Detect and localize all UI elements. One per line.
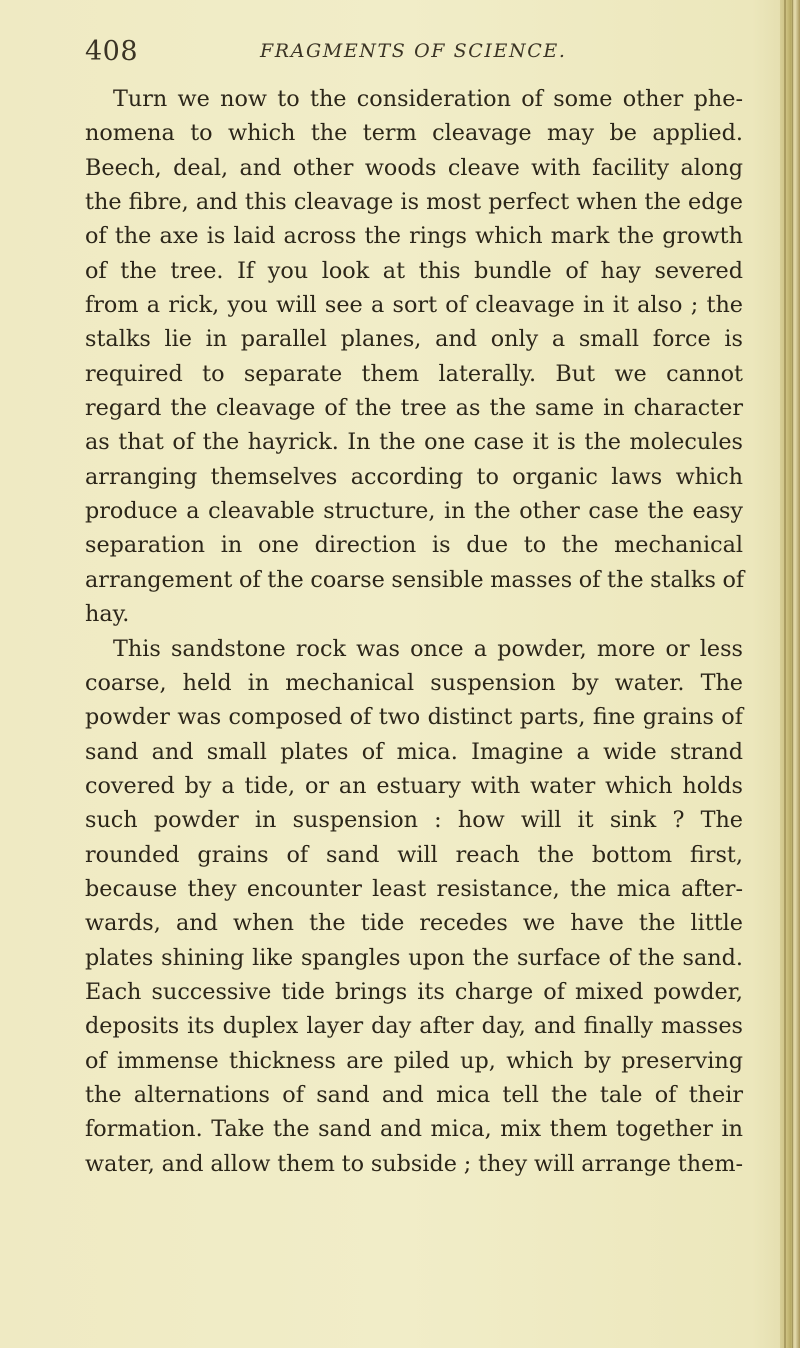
text-line: because they encounter least resistance, the mica after- <box>85 875 743 902</box>
text-line: of immense thickness are piled up, which by preserving <box>85 1047 743 1074</box>
text-line: Beech, deal, and other woods cleave with facility along <box>85 154 743 181</box>
text-line: deposits its duplex layer day after day, and finally masses <box>85 1013 743 1040</box>
text-line: rounded grains of sand will reach the bottom first, <box>85 841 743 868</box>
text-line: separation in one direction is due to the mechanical <box>85 532 743 559</box>
text-line: of the axe is laid across the rings which mark the growth <box>85 223 743 250</box>
text-line: of the tree. If you look at this bundle of hay severed <box>85 257 743 284</box>
text-line: such powder in suspension : how will it sink ? The <box>85 807 743 834</box>
text-line: regard the cleavage of the tree as the same in character <box>85 395 743 422</box>
text-line: hay. <box>85 601 130 628</box>
text-line: covered by a tide, or an estuary with water which holds <box>85 772 743 799</box>
body-text <box>85 82 743 1181</box>
text-line: arrangement of the coarse sensible masses of the stalks of <box>85 566 745 593</box>
text-line: plates shining like spangles upon the surface of the sand. <box>85 944 743 971</box>
text-line: arranging themselves according to organic laws which <box>85 463 743 490</box>
text-line: as that of the hayrick. In the one case it is the molecules <box>85 429 743 456</box>
text-line: water, and allow them to subside ; they will arrange them- <box>85 1150 743 1177</box>
text-line: powder was composed of two distinct parts, fine grains of <box>85 704 743 731</box>
text-line: This sandstone rock was once a powder, more or less <box>113 635 743 662</box>
running-title: FRAGMENTS OF SCIENCE. <box>260 40 567 62</box>
text-line: required to separate them laterally. But we cannot <box>85 360 743 387</box>
text-line: nomena to which the term cleavage may be applied. <box>85 120 743 147</box>
text-line: coarse, held in mechanical suspension by water. The <box>85 669 743 696</box>
text-line: Each successive tide brings its charge of mixed powder, <box>85 978 743 1005</box>
running-head <box>85 36 775 70</box>
page-number: 408 <box>85 36 139 67</box>
text-line: sand and small plates of mica. Imagine a wide strand <box>85 738 743 765</box>
text-line: the alternations of sand and mica tell the tale of their <box>85 1081 743 1108</box>
text-line: formation. Take the sand and mica, mix them together in <box>85 1116 743 1143</box>
page-edge <box>780 0 800 1348</box>
text-line: wards, and when the tide recedes we have the little <box>85 910 743 937</box>
text-line: produce a cleavable structure, in the other case the easy <box>85 498 743 525</box>
text-line: the fibre, and this cleavage is most perfect when the edge <box>85 189 743 216</box>
text-line: stalks lie in parallel planes, and only a small force is <box>85 326 743 353</box>
text-line: Turn we now to the consideration of some other phe- <box>113 86 743 112</box>
text-line: from a rick, you will see a sort of cleavage in it also ; the <box>85 292 743 319</box>
